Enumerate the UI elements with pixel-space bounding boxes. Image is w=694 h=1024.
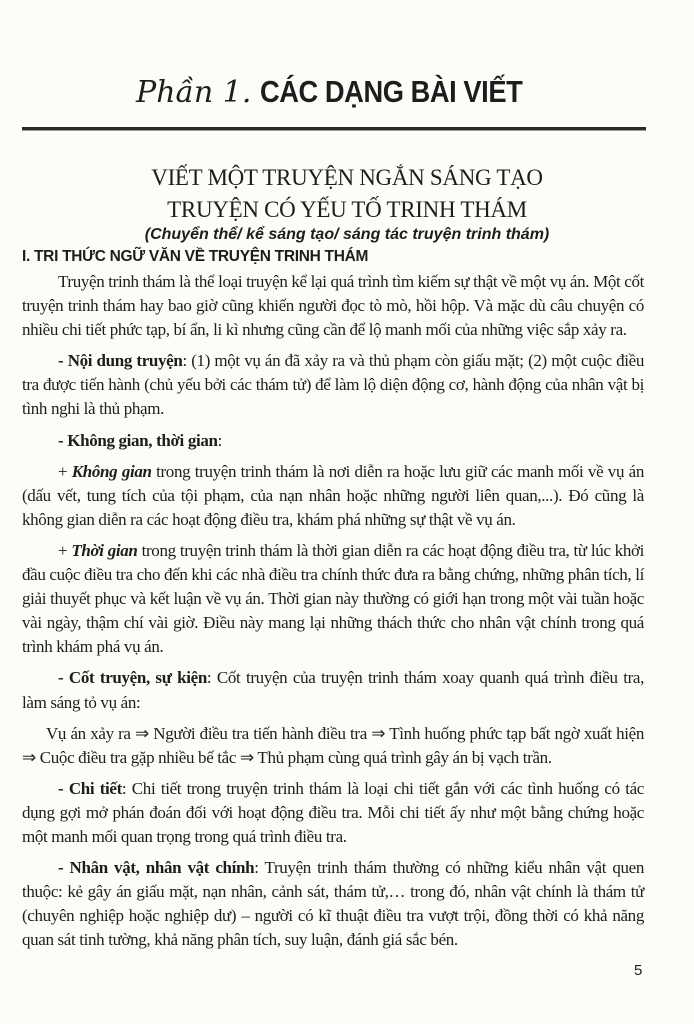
paragraph-plot-flow: Vụ án xảy ra ⇒ Người điều tra tiến hành điều tra ⇒ Tình huống phức tạp bất ngờ xuất hiện ⇒ Cuộc điều tra gặp nhiều bế tắc ⇒ Thủ phạm cùng quá trình gây án bị vạch trần. (22, 723, 644, 767)
paragraph-intro: Truyện trinh thám là thể loại truyện kể lại quá trình tìm kiếm sự thật về một vụ án. Một cốt truyện trinh thám hay bao giờ cũng khiến người đọc tò mò, hồi hộp. Và mặc dù câu chuyện có nhiều chi tiết phức tạp, bí ẩn, li kì nhưng cũng cần để lộ manh mối của những việc sắp xảy ra. (22, 272, 644, 340)
term: Không gian (71, 461, 152, 481)
lesson-title-line-1: VIẾT MỘT TRUYỆN NGẮN SÁNG TẠO (151, 165, 543, 190)
part-heading (0, 72, 694, 113)
term: - Không gian, thời gian (58, 430, 218, 450)
paragraph-characters (22, 856, 644, 952)
lesson-subtitle: (Chuyển thể/ kể sáng tạo/ sáng tác truyện trinh thám) (144, 226, 550, 243)
lesson-title-line-2: TRUYỆN CÓ YẾU TỐ TRINH THÁM (167, 197, 527, 222)
part-number: Phần 1. (136, 75, 252, 110)
paragraph-text: : Truyện trinh thám thường có những kiểu nhân vật quen thuộc: kẻ gây án giấu mặt, nạn nhân, cảnh sát, thám tử,… trong đó, nhân vật chính là thám tử (chuyên nghiệp hoặc nghiệp dư) – người có kĩ thuật điều tra vượt trội, đồng thời có khả năng quan sát tinh tường, khả năng phân tích, suy luận, đánh giá sắc bén. (22, 858, 644, 950)
term: - Cốt truyện, sự kiện (58, 668, 207, 688)
paragraph-time (22, 539, 644, 659)
term: - Nhân vật, nhân vật chính (58, 858, 255, 878)
paragraph-plot (22, 666, 644, 714)
term: - Chi tiết (58, 778, 122, 798)
paragraph-space (22, 460, 644, 532)
term: Thời gian (71, 540, 138, 560)
bullet: + (58, 540, 72, 560)
heading-rule (22, 127, 646, 131)
bullet: + (58, 461, 72, 481)
section-heading: I. TRI THỨC NGỮ VĂN VỀ TRUYỆN TRINH THÁM (22, 248, 369, 265)
body-text (22, 270, 644, 959)
term: - Nội dung truyện (58, 351, 183, 371)
paragraph-text: trong truyện trinh thám là nơi diễn ra hoặc lưu giữ các manh mối về vụ án (dấu vết, tung tích của tội phạm, của nạn nhân hoặc những người liên quan,...). Đó cũng là không gian diễn ra các hoạt động điều tra, khám phá những sự thật về vụ án. (22, 461, 644, 529)
paragraph-text: : Chi tiết trong truyện trinh thám là loại chi tiết gắn với các tình huống có tác dụng gợi mở phán đoán đối với hoạt động điều tra. Mỗi chi tiết ấy như một bằng chứng hoặc một manh mối quan trọng trong quá trình điều tra. (22, 778, 644, 846)
part-title: CÁC DẠNG BÀI VIẾT (259, 74, 523, 109)
paragraph-space-time (22, 429, 644, 453)
paragraph-content (22, 349, 644, 421)
paragraph-text: trong truyện trinh thám là thời gian diễn ra các hoạt động điều tra, từ lúc khởi đầu cuộc điều tra cho đến khi các nhà điều tra chính thức đưa ra bằng chứng, những phân tích, lí giải thuyết phục và kết luận về vụ án. Thời gian này thường có giới hạn trong một vài tuần hoặc vài ngày, thậm chí vài giờ. Điều này mang lại những thách thức cho nhân vật chính trong quá trình khám phá vụ án. (22, 540, 644, 657)
lesson-title (0, 162, 694, 226)
paragraph-text: : Cốt truyện của truyện trinh thám xoay quanh quá trình điều tra, làm sáng tỏ vụ án: (22, 668, 644, 712)
page-number: 5 (634, 962, 643, 979)
paragraph-details (22, 777, 644, 849)
paragraph-text: : (1) một vụ án đã xảy ra và thủ phạm còn giấu mặt; (2) một cuộc điều tra được tiến hành (chủ yếu bởi các thám tử) để làm lộ diện động cơ, hành động của nhân vật bị tình nghi là thủ phạm. (22, 351, 644, 419)
paragraph-text: : (217, 430, 222, 450)
